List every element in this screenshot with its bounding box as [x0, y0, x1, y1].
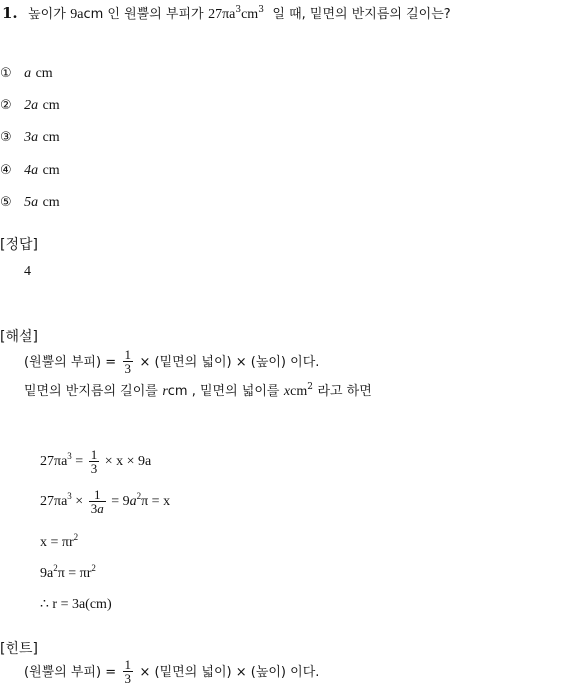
question-line: 1. 높이가 9acm 인 원뿔의 부피가 $27\pi a^3cm^3$ 일 때, 밑면의 반지름의 길이는? [2, 4, 451, 22]
question-volume: 27πa [208, 7, 236, 22]
step3-text: x = πr [40, 535, 74, 550]
choice-value: a [24, 66, 32, 81]
step2-left: 27πa [40, 494, 68, 510]
choice-value: 2a [24, 98, 39, 113]
line2-text-c: 라고 하면 [317, 384, 372, 399]
choice-unit: cm [42, 163, 60, 178]
explanation-formula [24, 348, 319, 376]
step1-left: 27πa [40, 454, 68, 470]
choice-unit: cm [42, 130, 60, 145]
choice-value: 3a [24, 130, 39, 145]
question-text-a: 높이가 [28, 7, 66, 22]
hint-formula [24, 658, 319, 686]
choice-value: 5a [24, 195, 39, 210]
answer-value: 4 [24, 264, 31, 279]
answer-heading: [정답] [0, 237, 38, 253]
question-number: 1. [2, 4, 18, 22]
choice-mark: ① [0, 66, 12, 81]
question-text-c: 일 때, 밑면의 반지름의 길이는? [272, 7, 451, 22]
choice-5[interactable] [0, 195, 60, 210]
choice-3[interactable] [0, 130, 60, 145]
line2-text-b: cm , 밑면의 넓이를 [167, 384, 280, 399]
question-text-b: cm 인 원뿔의 부피가 [83, 7, 204, 22]
choice-4[interactable] [0, 163, 60, 178]
step2-right: π = x [141, 494, 171, 510]
area-var: x [283, 384, 291, 399]
formula-right: × (밑면의 넓이) × (높이) 이다. [139, 355, 320, 370]
choice-unit: cm [42, 195, 60, 210]
radius-var: r [162, 384, 168, 399]
explanation-line-2: 밑면의 반지름의 길이를 rcm , 밑면의 넓이를 xcm$^2$ 라고 하면 [24, 382, 372, 399]
one-third-fraction: $\frac{1}{3}$ [124, 657, 132, 686]
choice-1[interactable] [0, 66, 53, 81]
step-5: ∴ r = 3a(cm) [40, 597, 112, 612]
hint-formula-left: (원뿔의 부피) = [24, 665, 117, 680]
one-third-fraction: $\frac{1}{3}$ [90, 447, 98, 476]
choice-unit: cm [35, 66, 53, 81]
explanation-heading: [해설] [0, 329, 38, 345]
hint-heading: [힌트] [0, 641, 38, 657]
one-third-fraction: $\frac{1}{3}$ [124, 347, 132, 376]
choice-2[interactable] [0, 98, 60, 113]
choice-mark: ④ [0, 163, 12, 178]
line2-text-a: 밑면의 반지름의 길이를 [24, 384, 158, 399]
choice-mark: ② [0, 98, 12, 113]
choice-unit: cm [42, 98, 60, 113]
step4-b: π = πr [57, 566, 92, 581]
question-height: 9a [70, 7, 84, 22]
step1-right: × x × 9a [104, 454, 152, 470]
choice-value: 4a [24, 163, 39, 178]
hint-formula-right: × (밑면의 넓이) × (높이) 이다. [139, 665, 320, 680]
step2-equals: = [111, 494, 120, 510]
step-3: $x = \pi r^2$ [40, 532, 79, 550]
step-4: $9a^2\pi = \pi r^2$ [40, 563, 96, 581]
one-over-3a-fraction: $\frac{1}{3a}$ [90, 487, 104, 516]
choice-mark: ⑤ [0, 195, 12, 210]
formula-left: (원뿔의 부피) = [24, 355, 117, 370]
step-1: $27\pi a^3$ = $\frac{1}{3}$ × x × 9a [40, 447, 152, 476]
choice-mark: ③ [0, 130, 12, 145]
step-2: $27\pi a^3$ × $\frac{1}{3a}$ = $9a^2\pi = x$ [40, 487, 171, 516]
step4-a: 9a [40, 566, 54, 581]
